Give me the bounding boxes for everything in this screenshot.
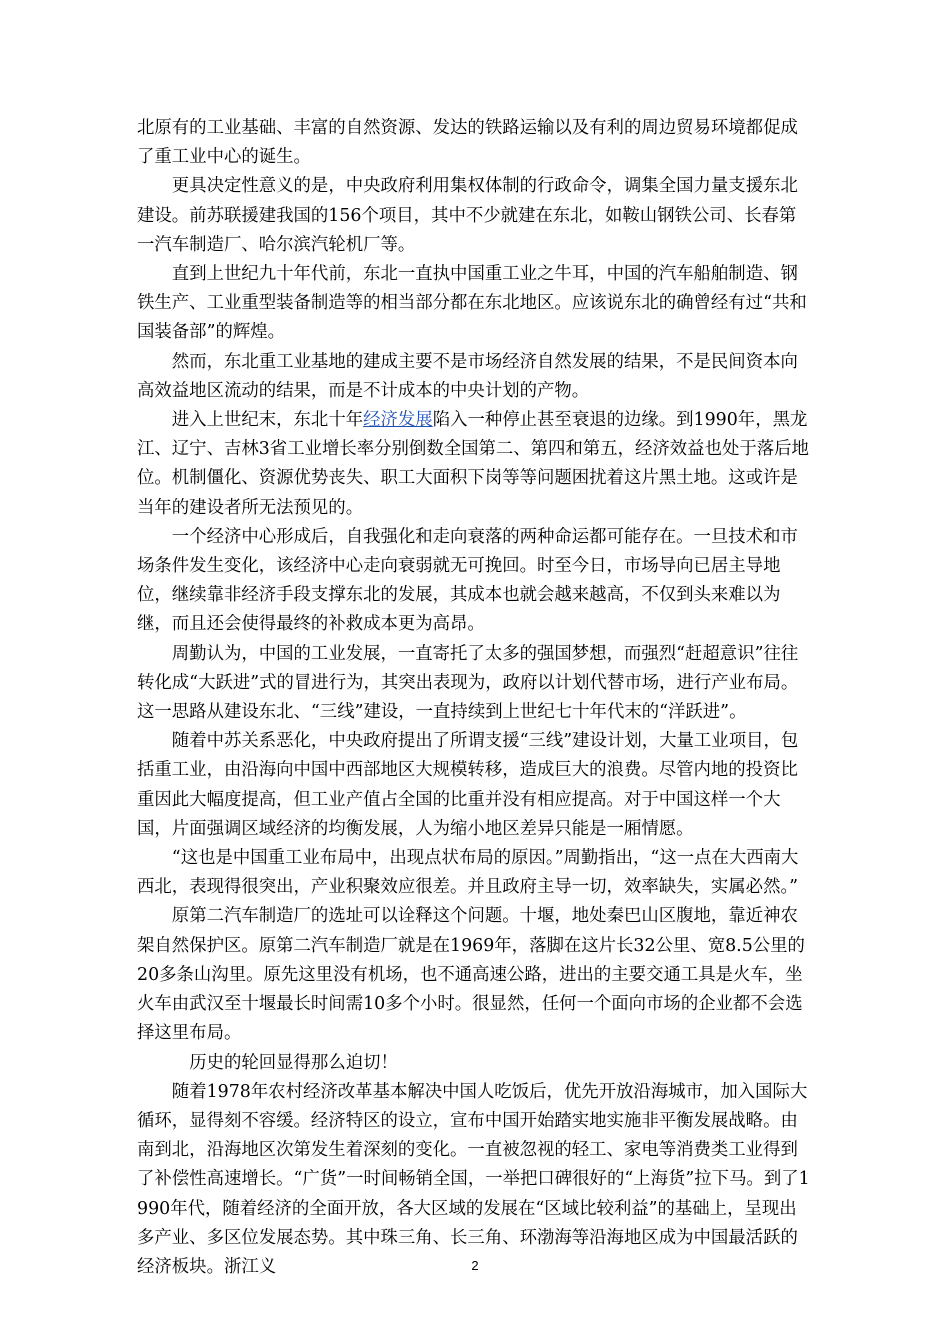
paragraph: 然而，东北重工业基地的建成主要不是市场经济自然发展的结果，不是民间资本向高效益地区流动的结果，而是不计成本的中央计划的产物。 bbox=[137, 351, 798, 401]
body-text bbox=[137, 114, 813, 1282]
paragraph-text: 陷入一种停止甚至衰退的边缘。到1990年，黑龙江、辽宁、吉林3省工业增长率分别倒数全国第二、第四和第五，经济效益也处于落后地位。机制僵化、资源优势丧失、职工大面积下岗等等问题困扰着这片黑土地。这或许是当年的建设者所无法预见的。 bbox=[137, 410, 809, 518]
paragraph: 更具决定性意义的是，中央政府利用集权体制的行政命令，调集全国力量支援东北建设。前苏联援建我国的156个项目，其中不少就建在东北，如鞍山钢铁公司、长春第一汽车制造厂、哈尔滨汽轮机厂等。 bbox=[137, 176, 798, 255]
page-number: 2 bbox=[471, 1258, 479, 1273]
paragraph: 原第二汽车制造厂的选址可以诠释这个问题。十堰，地处秦巴山区腹地，靠近神农架自然保护区。原第二汽车制造厂就是在1969年，落脚在这片长32公里、宽8.5公里的20多条山沟里。原先这里没有机场，也不通高速公路，进出的主要交通工具是火车，坐火车由武汉至十堰最长时间需10多个小时。很显然，任何一个面向市场的企业都不会选择这里布局。 bbox=[137, 906, 805, 1044]
paragraph: 历史的轮回显得那么迫切！ bbox=[189, 1052, 398, 1073]
paragraph: 随着1978年农村经济改革基本解决中国人吃饭后，优先开放沿海城市，加入国际大循环，显得刻不容缓。经济特区的设立，宣布中国开始踏实地实施非平衡发展战略。由南到北，沿海地区次第发生着深刻的变化。一直被忽视的轻工、家电等消费类工业得到了补偿性高速增长。“广货”一时间畅销全国，一举把口碑很好的“上海货”拉下马。到了1990年代，随着经济的全面开放，各大区域的发展在“区域比较利益”的基础上，呈现出多产业、多区位发展态势。其中珠三角、长三角、环渤海等沿海地区成为中国最活跃的经济板块。浙江义 bbox=[137, 1081, 810, 1277]
paragraph: 直到上世纪九十年代前，东北一直执中国重工业之牛耳，中国的汽车船舶制造、钢铁生产、工业重型装备制造等的相当部分都在东北地区。应该说东北的确曾经有过“共和国装备部”的辉煌。 bbox=[137, 264, 807, 343]
paragraph: 随着中苏关系恶化，中央政府提出了所谓支援“三线”建设计划，大量工业项目，包括重工业，由沿海向中国中西部地区大规模转移，造成巨大的浪费。尽管内地的投资比重因此大幅度提高，但工业产值占全国的比重并没有相应提高。对于中国这样一个大国，片面强调区域经济的均衡发展，人为缩小地区差异只能是一厢情愿。 bbox=[137, 731, 799, 839]
paragraph: 北原有的工业基础、丰富的自然资源、发达的铁路运输以及有利的周边贸易环境都促成了重工业中心的诞生。 bbox=[137, 118, 798, 168]
paragraph: 周勤认为，中国的工业发展，一直寄托了太多的强国梦想，而强烈“赶超意识”往往转化成“大跃进”式的冒进行为，其突出表现为，政府以计划代替市场，进行产业布局。这一思路从建设东北、“三线”建设，一直持续到上世纪七十年代末的“洋跃进”。 bbox=[137, 643, 799, 723]
paragraph: 一个经济中心形成后，自我强化和走向衰落的两种命运都可能存在。一旦技术和市场条件发生变化，该经济中心走向衰弱就无可挽回。时至今日，市场导向已居主导地位，继续靠非经济手段支撑东北的发展，其成本也就会越来越高，不仅到头来难以为继，而且还会使得最终的补救成本更为高昂。 bbox=[137, 526, 798, 635]
paragraph-text: 进入上世纪末，东北十年 bbox=[171, 410, 364, 431]
quote-paragraph: “这也是中国重工业布局中，出现点状布局的原因。”周勤指出，“这一点在大西南大西北，表现得很突出，产业积聚效应很差。并且政府主导一切，效率缺失，实属必然。” bbox=[137, 848, 799, 898]
paragraph-with-link bbox=[137, 406, 813, 523]
economic-development-link[interactable]: 经济发展 bbox=[363, 410, 433, 431]
